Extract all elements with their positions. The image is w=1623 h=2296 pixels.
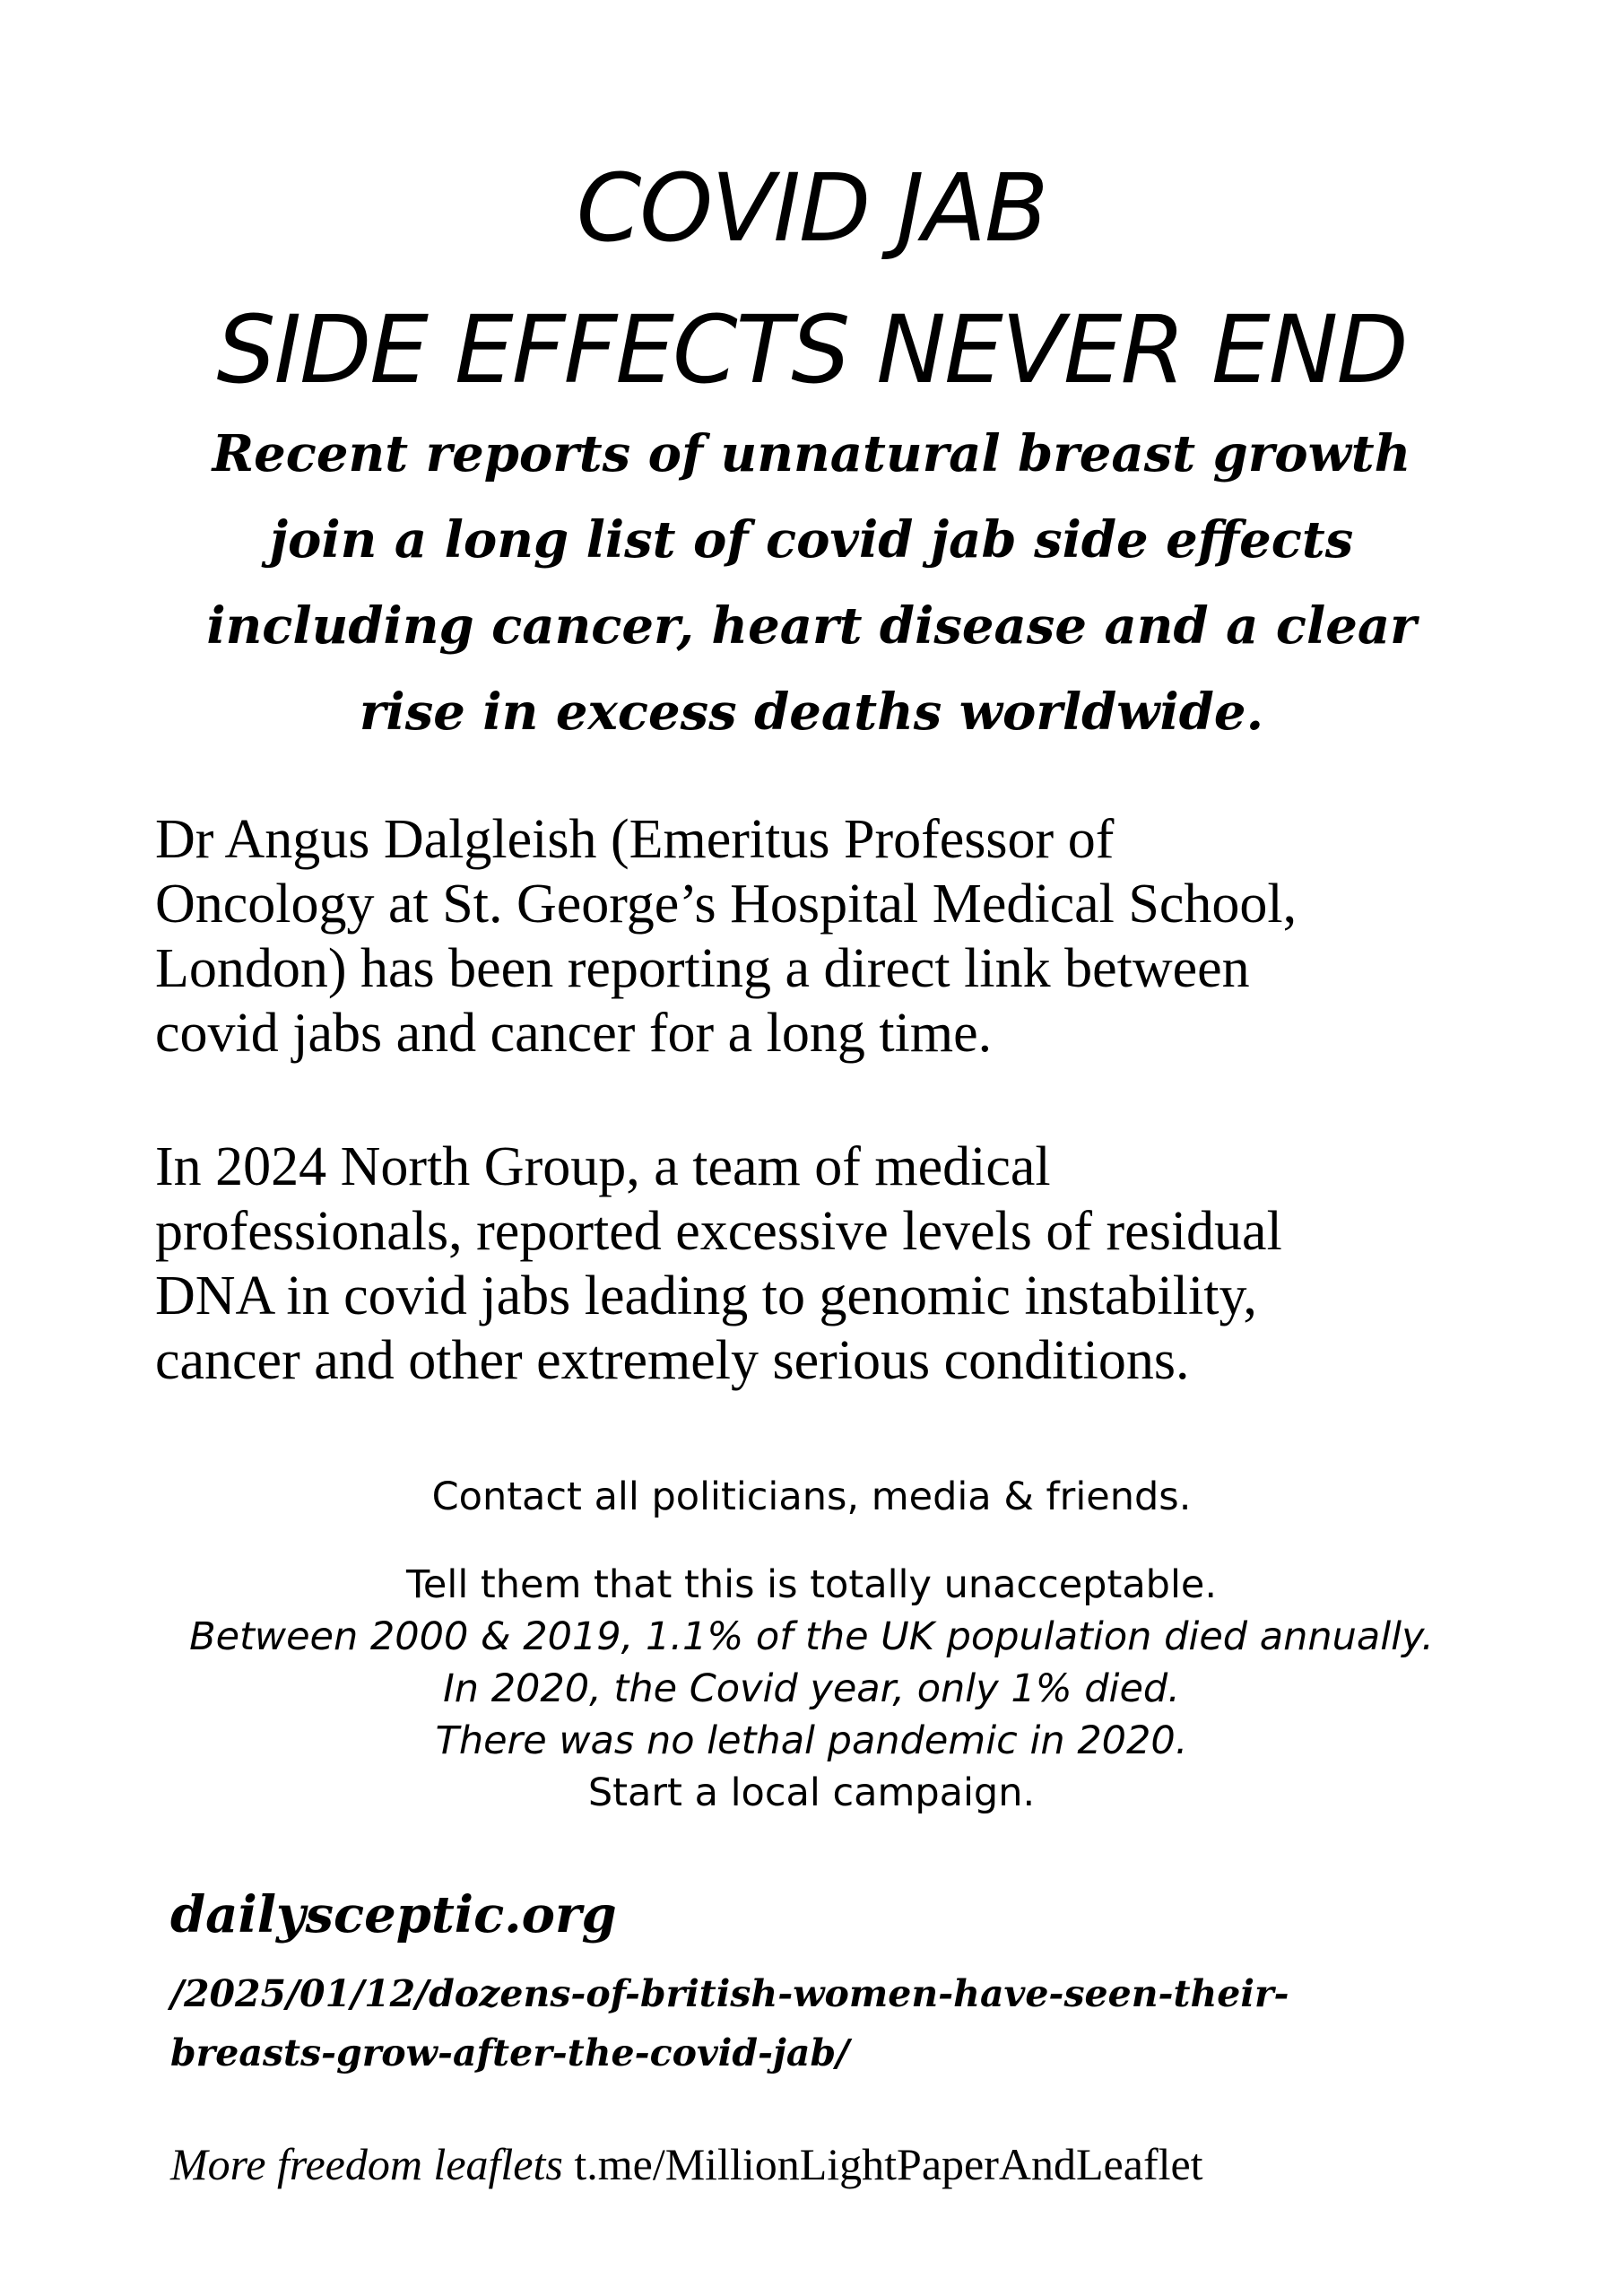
paragraph-line: professionals, reported excessive levels of residual (155, 1201, 1282, 1262)
tell-line: Tell them that this is totally unacceptable. (405, 1562, 1218, 1607)
paragraph-line: In 2024 North Group, a team of medical (155, 1136, 1051, 1197)
paragraph-dalgleish (155, 807, 1554, 1065)
subheadline-line: including cancer, heart disease and a clear (206, 596, 1417, 656)
paragraph-line: cancer and other extremely serious conditions. (155, 1330, 1190, 1391)
paragraph-line: Oncology at St. George’s Hospital Medical School, (155, 874, 1298, 935)
headline-line-2: SIDE EFFECTS NEVER END (216, 295, 1407, 404)
stat-line: In 2020, the Covid year, only 1% died. (443, 1666, 1180, 1711)
stat-line: Between 2000 & 2019, 1.1% of the UK population died annually. (189, 1614, 1434, 1659)
footer-link: t.me/MillionLightPaperAndLeaflet (574, 2139, 1203, 2189)
source-path (170, 1964, 1497, 2083)
contact-line: Contact all politicians, media & friends. (431, 1474, 1192, 1519)
paragraph-line: London) has been reporting a direct link between (155, 938, 1250, 999)
source-path-line: breasts-grow-after-the-covid-jab/ (170, 2031, 850, 2074)
call-to-action-block (0, 1559, 1623, 1819)
paragraph-line: covid jabs and cancer for a long time. (155, 1003, 993, 1064)
subheadline-line: Recent reports of unnatural breast growth (212, 424, 1411, 483)
headline-line-1: COVID JAB (576, 153, 1047, 263)
subheadline-line: join a long list of covid jab side effects (269, 510, 1354, 570)
paragraph-line: DNA in covid jabs leading to genomic instability, (155, 1265, 1257, 1326)
paragraph-north-group (155, 1135, 1554, 1393)
footer-label: More freedom leaflets (170, 2139, 563, 2189)
campaign-line: Start a local campaign. (587, 1770, 1036, 1815)
subheadline (135, 411, 1488, 755)
paragraph-line: Dr Angus Dalgleish (Emeritus Professor of (155, 809, 1115, 870)
stat-line: There was no lethal pandemic in 2020. (435, 1718, 1188, 1763)
source-site: dailysceptic.org (170, 1885, 617, 1944)
subheadline-line: rise in excess deaths worldwide. (359, 683, 1264, 742)
source-path-line: /2025/01/12/dozens-of-british-women-have-seen-their- (170, 1972, 1289, 2015)
footer-line (170, 2137, 1203, 2191)
